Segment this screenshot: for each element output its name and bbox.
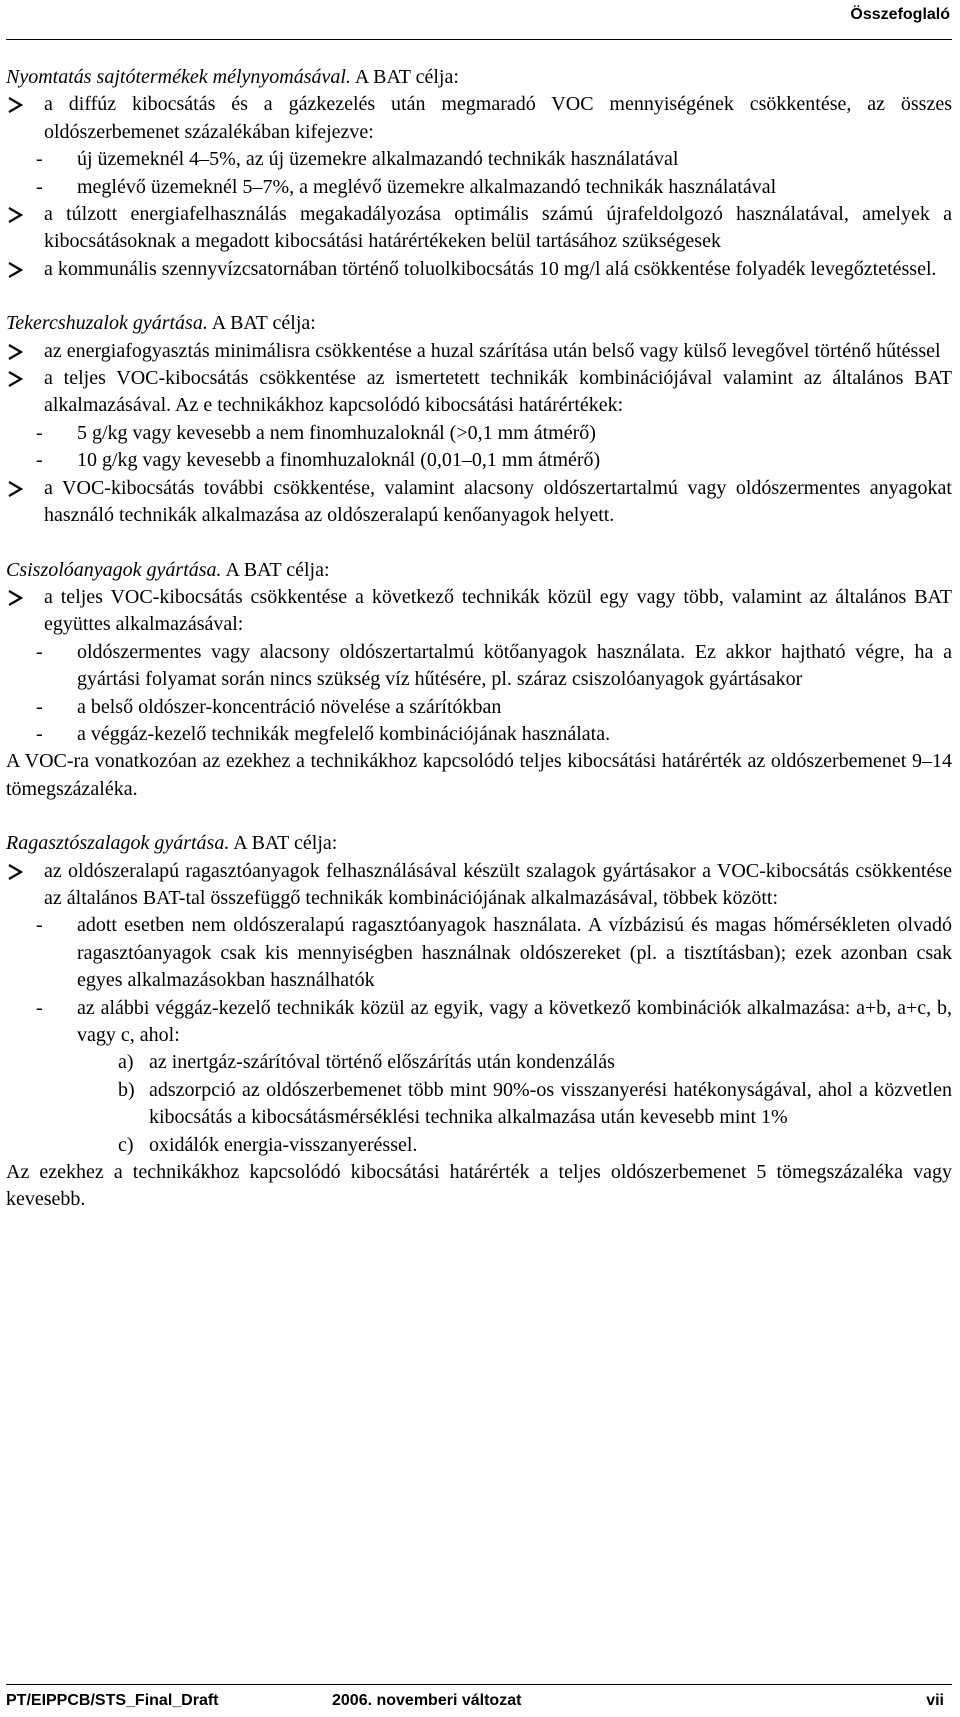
section-intro: A BAT célja:: [350, 66, 459, 88]
item-text: a teljes VOC-kibocsátás csökkentése az ismertetett technikák kombinációjával valamint az általános BAT alkalmazásával. Az e technikákhoz kapcsolódó kibocsátási határértékek:: [44, 367, 952, 417]
bullet-item: [6, 475, 952, 530]
letter-marker: b): [118, 1078, 135, 1101]
dash-marker: -: [36, 722, 43, 745]
bullet-item: [6, 91, 952, 146]
dash-item: [6, 174, 952, 201]
section: [6, 64, 952, 283]
dash-marker: -: [36, 421, 43, 444]
arrow-bullet-icon: [7, 584, 23, 606]
dash-marker: -: [36, 914, 43, 937]
item-text: a véggáz-kezelő technikák megfelelő kombinációjának használata.: [77, 722, 611, 745]
lettered-item: [6, 1077, 952, 1132]
arrow-bullet-icon: [7, 365, 23, 387]
item-text: a diffúz kibocsátás és a gázkezelés után megmaradó VOC mennyiségének csökkentése, az összes oldószerbemenet százalékában kifejezve:: [44, 93, 952, 143]
page-footer: [6, 1692, 952, 1714]
item-text: az oldószeralapú ragasztóanyagok felhasználásával készült szalagok gyártásakor a VOC-kibocsátás csökkentése az általános BAT-tal összefüggő technikák kombinációjának alkalmazásával, többek között:: [44, 859, 952, 909]
item-text: a túlzott energiafelhasználás megakadályozása optimális számú újrafeldolgozó használatával, amelyek a kibocsátásoknak a megadott kibocsátási határértékeken belül tartásához szükségesek: [44, 203, 952, 253]
dash-item: [6, 146, 952, 173]
item-text: oxidálók energia-visszanyeréssel.: [149, 1133, 418, 1156]
footer-version: 2006. novemberi változat: [332, 1692, 522, 1709]
arrow-bullet-icon: [7, 256, 23, 278]
paragraph: [6, 1159, 952, 1214]
section-heading-line: [6, 64, 952, 91]
section-heading: Nyomtatás sajtótermékek mélynyomásával.: [6, 66, 351, 88]
page-header-title: Összefoglaló: [850, 6, 950, 23]
item-text: az alábbi véggáz-kezelő technikák közül az egyik, vagy a következő kombinációk alkalmazása: a+b, a+c, b, vagy c, ahol:: [77, 996, 952, 1046]
bullet-item: [6, 201, 952, 256]
bullet-item: [6, 365, 952, 420]
section: [6, 557, 952, 804]
item-text: a belső oldószer-koncentráció növelése a szárítókban: [77, 695, 502, 718]
dash-item: [6, 420, 952, 447]
item-text: Az ezekhez a technikákhoz kapcsolódó kibocsátási határérték a teljes oldószerbemenet 5 tömegszázaléka vagy kevesebb.: [6, 1161, 952, 1211]
document-body: [6, 64, 952, 1214]
arrow-bullet-icon: [7, 858, 23, 880]
item-text: adott esetben nem oldószeralapú ragasztóanyagok használata. A vízbázisú és magas hőmérsékleten olvadó ragasztóanyagok csak kis mennyiségben használnak oldószereket (pl. a tisztításban); ezek azonban csak egyes alkalmazásokban használhatók: [77, 914, 952, 992]
item-text: oldószermentes vagy alacsony oldószertartalmú kötőanyagok használata. Ez akkor hajtható végre, ha a gyártási folyamat során nincs szükség víz hűtésére, pl. száraz csiszolóanyagok gyártásakor: [77, 640, 952, 691]
dash-item: [6, 721, 952, 748]
dash-item: [6, 995, 952, 1050]
lettered-item: [6, 1132, 952, 1159]
section-intro: A BAT célja:: [207, 312, 316, 335]
footer-document-id: PT/EIPPCB/STS_Final_Draft: [6, 1692, 219, 1709]
section: [6, 830, 952, 1214]
item-text: 5 g/kg vagy kevesebb a nem finomhuzaloknál (>0,1 mm átmérő): [77, 421, 596, 444]
bullet-item: [6, 256, 952, 283]
letter-marker: c): [118, 1133, 134, 1156]
section-heading: Ragasztószalagok gyártása.: [6, 832, 230, 855]
item-text: az energiafogyasztás minimálisra csökkentése a huzal szárítása után belső vagy külső levegővel történő hűtéssel: [44, 339, 941, 362]
letter-marker: a): [118, 1051, 134, 1074]
dash-marker: -: [36, 640, 43, 663]
dash-item: [6, 912, 952, 994]
item-text: a VOC-kibocsátás további csökkentése, valamint alacsony oldószertartalmú vagy oldószermentes anyagokat használó technikák alkalmazása az oldószeralapú kenőanyagok helyett.: [44, 476, 952, 527]
section-intro: A BAT célja:: [229, 832, 338, 855]
section-heading: Tekercshuzalok gyártása.: [6, 312, 208, 335]
lettered-item: [6, 1049, 952, 1076]
bullet-item: [6, 338, 952, 365]
item-text: új üzemeknél 4–5%, az új üzemekre alkalmazandó technikák használatával: [77, 148, 679, 171]
dash-marker: -: [36, 148, 43, 171]
item-text: A VOC-ra vonatkozóan az ezekhez a technikákhoz kapcsolódó teljes kibocsátási határérték az oldószerbemenet 9–14 tömegszázaléka.: [6, 750, 952, 800]
section-intro: A BAT célja:: [221, 558, 330, 581]
arrow-bullet-icon: [7, 338, 23, 360]
paragraph: [6, 748, 952, 803]
section-heading-line: [6, 310, 952, 337]
footer-rule: [6, 1684, 952, 1685]
item-text: a teljes VOC-kibocsátás csökkentése a következő technikák közül egy vagy több, valamint az általános BAT együttes alkalmazásával:: [44, 585, 952, 636]
dash-item: [6, 447, 952, 474]
section-heading-line: [6, 830, 952, 857]
arrow-bullet-icon: [7, 201, 23, 223]
item-text: az inertgáz-szárítóval történő előszárítás után kondenzálás: [149, 1051, 615, 1074]
section-heading-line: [6, 557, 952, 584]
dash-marker: -: [36, 695, 43, 718]
item-text: meglévő üzemeknél 5–7%, a meglévő üzemekre alkalmazandó technikák használatával: [77, 175, 777, 198]
item-text: adszorpció az oldószerbemenet több mint 90%-os visszanyerési hatékonyságával, ahol a közvetlen kibocsátás a kibocsátásmérséklési technika alkalmazása után kevesebb mint 1%: [149, 1078, 952, 1129]
item-text: a kommunális szennyvízcsatornában történő toluolkibocsátás 10 mg/l alá csökkentése folyadék levegőztetéssel.: [44, 257, 937, 280]
item-text: 10 g/kg vagy kevesebb a finomhuzaloknál (0,01–0,1 mm átmérő): [77, 449, 601, 472]
footer-page-number: vii: [926, 1692, 944, 1709]
dash-item: [6, 694, 952, 721]
dash-item: [6, 639, 952, 694]
arrow-bullet-icon: [7, 475, 23, 497]
dash-marker: -: [36, 175, 43, 198]
dash-marker: -: [36, 996, 43, 1019]
bullet-item: [6, 858, 952, 913]
section-heading: Csiszolóanyagok gyártása.: [6, 558, 222, 581]
arrow-bullet-icon: [7, 91, 23, 113]
header-rule: [6, 39, 952, 40]
bullet-item: [6, 584, 952, 639]
dash-marker: -: [36, 449, 43, 472]
section: [6, 310, 952, 529]
